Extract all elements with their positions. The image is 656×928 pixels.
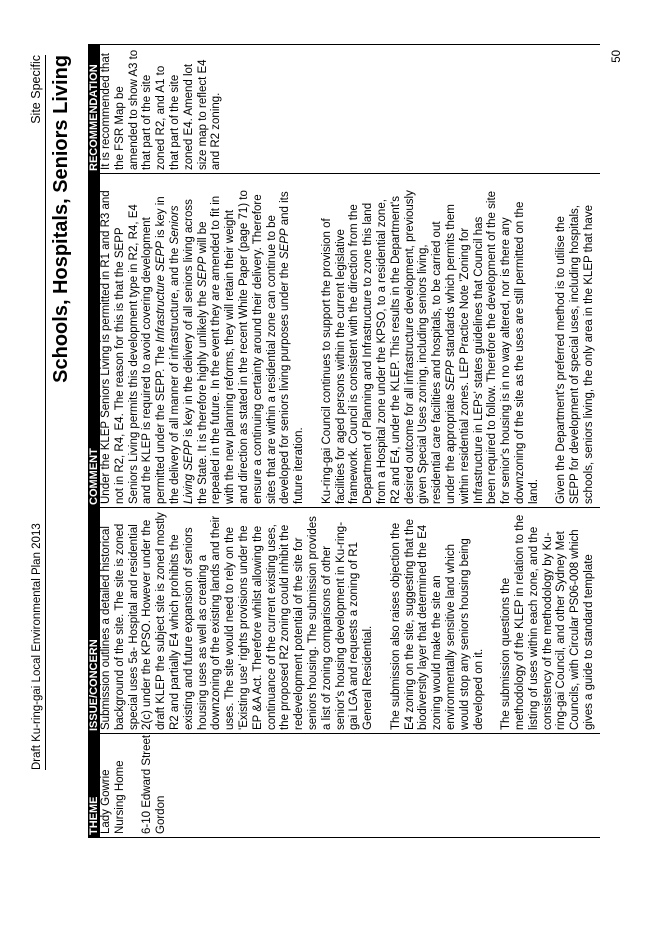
recommendation-text-line: and R2 zoning. [210, 92, 223, 170]
paragraph-break [376, 508, 390, 730]
comment-text-line: for senior's housing is in no way altered, nor is there any [500, 217, 513, 504]
italic-text-run: SEPP [444, 360, 457, 391]
issue-text-line: 2(c) under the KPSO. However under the [141, 519, 154, 730]
text-run: the delivery of all manner of infrastructure, and the [168, 244, 181, 504]
recommendation-text-line: zoned E4. Amend lot [182, 63, 195, 170]
text-run: developed for seniors living purposes under the [279, 259, 292, 504]
recommendation-text-line: size map to reflect E4 [196, 59, 209, 170]
text-run: permitted under the SEPP. The [155, 342, 168, 504]
italic-text-run: Living SEPP [182, 440, 195, 504]
comment-text-line: Department of Planning and Infrastructure to zone this land [362, 202, 375, 504]
issue-text-line: seniors housing. The submission provides [306, 516, 319, 730]
issue-text-line: uses. The site would need to rely on the [224, 526, 237, 730]
issue-text-line: senior's housing development in Ku-ring- [334, 521, 347, 730]
column-header-issue: ISSUE/CONCERN [88, 639, 100, 731]
table-header-row [88, 44, 100, 838]
issue-text-line: R2 and partially E4 which prohibits the [168, 534, 181, 730]
comment-text-line: and the KLEP is required to avoid covering development [141, 217, 154, 504]
comment-text-line: downzoning of the site as the uses are still permitted on the [513, 201, 526, 504]
cell-comment [100, 174, 600, 508]
text-run: and its [279, 191, 292, 229]
paragraph-break [128, 734, 142, 834]
comment-text-line: from a Hospital zone under the KPSO, to a residential zone, [375, 199, 388, 504]
issue-text-line: General Residential. [362, 625, 375, 730]
issue-text-line: would stop any seniors housing being [458, 538, 471, 730]
paragraph-break [542, 174, 556, 504]
comment-text-line: with the new planning reforms, they will retain their weight [224, 209, 237, 504]
comment-text-line: residential care facilities and hospitals, to be carried out [431, 221, 444, 504]
text-run: standards which permits them [444, 204, 457, 361]
text-run: is key in [155, 196, 168, 242]
issue-text-line: downzoning of the existing lands and their [210, 515, 223, 730]
cell-issue [100, 508, 600, 734]
issue-text-line: background of the site. The site is zoned [113, 523, 126, 730]
comment-text-line [155, 174, 169, 504]
comment-text-line: Given the Department's preferred method is to utilise the [555, 216, 568, 504]
theme-text-line: Lady Gowrie [100, 769, 112, 834]
recommendation-text-line: the FSR Map be [113, 86, 126, 170]
submissions-table [88, 44, 600, 838]
issue-text-line: environmentally sensitive land which [444, 543, 457, 730]
issue-text-line: Councils, with Circular PS06-008 which [569, 529, 582, 730]
page-number: 50 [611, 50, 623, 63]
text-run: under the appropriate [444, 390, 457, 504]
comment-text-line: facilities for aged persons within the current legislative [334, 229, 347, 504]
paragraph-break [307, 174, 321, 504]
comment-text-line: R2 and E4, under the KLEP. This results in the Department's [389, 196, 402, 504]
header-rule [45, 55, 46, 770]
comment-text-line: ensure a continuing certainty around their delivery. Therefore [251, 194, 264, 504]
recommendation-text-line: zoned R2, and A1 to [155, 65, 168, 170]
paragraph-break [486, 508, 500, 730]
comment-text-line: sites that are within a residential zone can continue to be [265, 215, 278, 504]
recommendation-text-line: that part of the site [168, 74, 181, 170]
issue-text-line: draft KLEP the subject site is zoned mostly [155, 512, 168, 730]
issue-text-line: The submission also raises objection the [389, 522, 402, 730]
issue-text-line: gives a guide to standard template [582, 554, 595, 730]
comment-text-line [279, 174, 293, 504]
comment-text-line: SEPP for development of special uses, including hospitals, [569, 205, 582, 504]
cell-theme [100, 734, 600, 838]
comment-text-line: within residential zones. LEP Practice Note 'Zoning for [458, 227, 471, 504]
italic-text-run: Infrastructure SEPP [155, 241, 168, 343]
comment-text-line: and direction as stated in the recent White Paper (page 71) to [237, 190, 250, 504]
comment-text-line: desired outcome for all infrastructure development, previously [403, 190, 416, 504]
issue-text-line: existing and future expansion of seniors [182, 527, 195, 730]
issue-text-line: EP &A Act. Therefore whilst allowing the [251, 525, 264, 730]
comment-text-line [183, 174, 197, 504]
comment-text-line: future iteration. [293, 427, 306, 504]
issue-text-line: listing of uses within each zone, and the [527, 526, 540, 730]
recommendation-text-line: It is recommended that [100, 53, 112, 170]
comment-text-line: not in R2, R4, E4. The reason for this is that the SEPP [113, 227, 126, 504]
issue-text-line: a list of zoning comparisons of other [320, 545, 333, 730]
issue-text-line: biodiversity layer that determined the E4 [417, 524, 430, 730]
recommendation-text-line: that part of the site [141, 74, 154, 170]
italic-text-run: Seniors [168, 205, 181, 245]
issue-text-line: Submission outlines a detailed historical [100, 526, 112, 730]
document-title: Draft Ku-ring-gai Local Environmental Plan 2013 [31, 523, 43, 770]
issue-text-line: 'Existing use' rights provisions under the [237, 525, 250, 730]
issue-text-line: developed on it. [472, 648, 485, 730]
comment-text-line: land. [527, 479, 540, 504]
theme-text-line: Nursing Home [113, 760, 126, 834]
comment-text-line: Ku-ring-gai Council continues to support the provision of [320, 218, 333, 504]
issue-text-line: E4 zoning on the site, suggesting that the [403, 519, 416, 730]
issue-text-line: ring-gai Council, and other Sydney Met [555, 531, 568, 730]
subsection-title: Schools, Hospitals, Seniors Living [50, 55, 72, 383]
issue-text-line: continuance of the current existing uses, [265, 524, 278, 730]
recommendation-text-line: amended to show A3 to [127, 49, 140, 170]
column-header-theme: THEME [88, 796, 100, 835]
column-header-comment: COMMENT [88, 448, 100, 505]
issue-text-line: The submission questions the [500, 577, 513, 730]
issue-text-line: consistency of the methodology by Ku- [541, 532, 554, 730]
issue-text-line: special uses 5a- Hospital and residential [127, 524, 140, 730]
comment-text-line: Infrastructure in LEPs' states guidelines that Council has [472, 216, 485, 504]
issue-text-line: housing uses as well as creating a [196, 554, 209, 730]
text-run: is key in the delivery of all seniors living across [182, 199, 195, 441]
comment-text-line: framework. Council is consistent with the direction from the [348, 204, 361, 504]
section-title: Site Specific [29, 55, 43, 124]
comment-text-line [445, 174, 459, 504]
comment-text-line: Seniors Living permits this development type in R2, R4, E4 [127, 204, 140, 504]
italic-text-run: SEPP [279, 228, 292, 260]
comment-text-line: Under the KLEP Seniors Living is permitted in R1 and R3 and [100, 190, 112, 504]
theme-text-line: Gordon [155, 795, 168, 834]
issue-text-line: gai LGA and requests a zoning of R1 [348, 542, 361, 730]
issue-text-line: methodology of the KLEP in relation to the [513, 514, 526, 730]
issue-text-line: the proposed R2 zoning could inhibit the [279, 524, 292, 730]
issue-text-line: redevelopment potential of the site for [293, 537, 306, 730]
comment-text-line [169, 174, 183, 504]
comment-text-line: been required to follow. Therefore the development of the site [486, 190, 499, 504]
italic-text-run: SEPP [196, 256, 209, 288]
comment-text-line: given Special Uses zoning, including seniors living, [417, 244, 430, 504]
comment-text-line [197, 174, 211, 504]
comment-text-line: schools, seniors living, the only area in the KLEP that have [582, 205, 595, 504]
theme-text-line: 6-10 Edward Street [141, 734, 154, 834]
column-header-recommendation: RECOMMENDATION [88, 64, 100, 171]
cell-recommendation [100, 44, 600, 174]
text-run: the State. It is therefore highly unlikely the [196, 287, 209, 504]
issue-text-line: zoning would make the site an [431, 575, 444, 730]
text-run: will be [196, 221, 209, 257]
comment-text-line: repealed in the future. In the event they are amended to fit in [210, 195, 223, 504]
